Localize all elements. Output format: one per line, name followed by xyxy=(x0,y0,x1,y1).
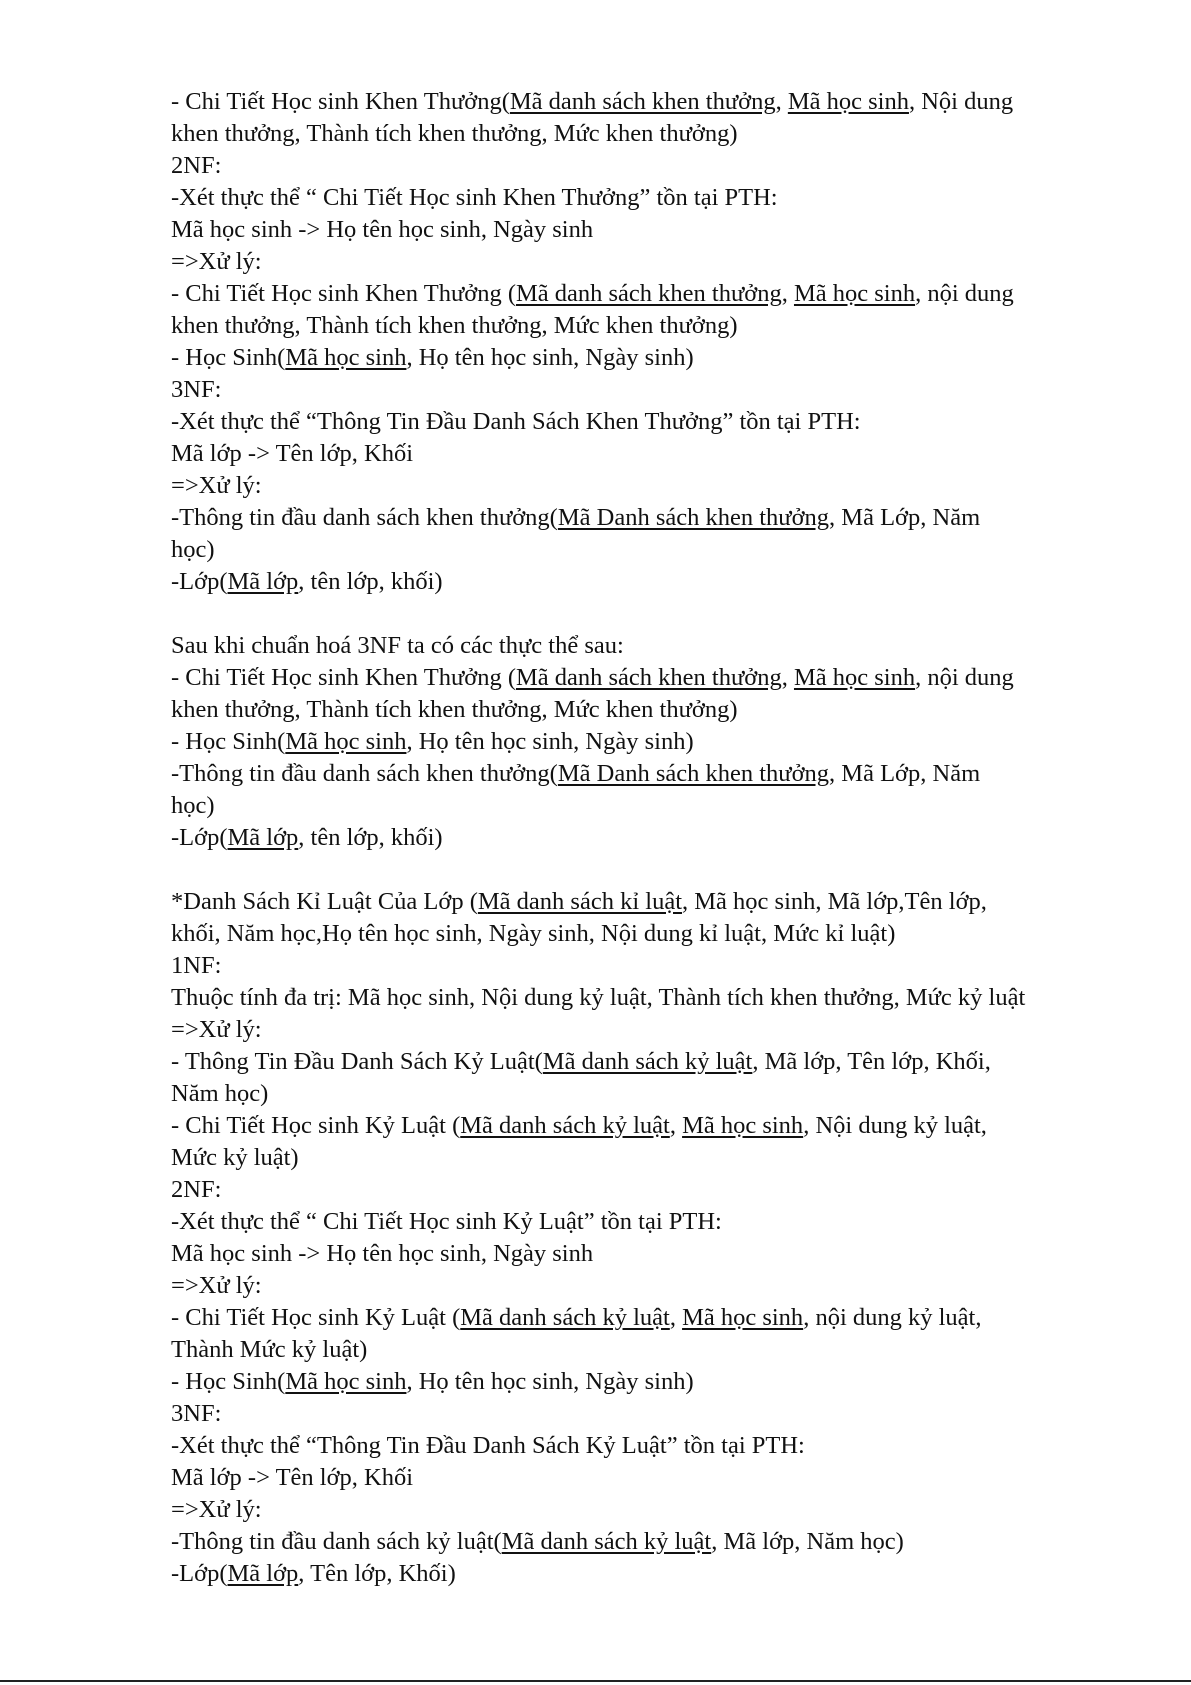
key-attribute: Mã danh sách kỉ luật xyxy=(477,888,683,915)
text-line xyxy=(171,438,1101,470)
text-line xyxy=(171,950,1101,982)
text-line xyxy=(171,694,1101,726)
text-segment: , Mã lớp, Năm học) xyxy=(711,1528,904,1555)
text-line xyxy=(171,1078,1101,1110)
text-segment: Mã lớp -> Tên lớp, Khối xyxy=(171,440,414,467)
text-segment: , Mã Lớp, Năm xyxy=(829,504,981,531)
text-line xyxy=(171,1334,1101,1366)
text-line xyxy=(171,662,1101,694)
text-segment: học) xyxy=(171,792,215,819)
text-line xyxy=(171,246,1101,278)
page-bottom-divider xyxy=(0,1680,1191,1682)
text-segment: , xyxy=(669,1112,683,1139)
key-attribute: Mã học sinh xyxy=(787,88,909,115)
text-line xyxy=(171,1174,1101,1206)
text-segment: - Học Sinh( xyxy=(171,344,286,371)
text-segment: , Họ tên học sinh, Ngày sinh) xyxy=(406,1368,694,1395)
text-segment: Mã học sinh -> Họ tên học sinh, Ngày sinh xyxy=(171,1240,594,1267)
text-segment: -Lớp( xyxy=(171,1560,228,1587)
text-segment: -Xét thực thể “ Chi Tiết Học sinh Khen Thưởng” tồn tại PTH: xyxy=(171,184,778,211)
text-line xyxy=(171,406,1101,438)
text-segment: Thuộc tính đa trị: Mã học sinh, Nội dung kỷ luật, Thành tích khen thưởng, Mức kỷ luật xyxy=(171,984,1026,1011)
text-segment: -Thông tin đầu danh sách khen thưởng( xyxy=(171,504,558,531)
text-segment: khen thưởng, Thành tích khen thưởng, Mức khen thưởng) xyxy=(171,312,738,339)
text-segment: *Danh Sách Kỉ Luật Của Lớp ( xyxy=(171,888,478,915)
text-segment: khen thưởng, Thành tích khen thưởng, Mức khen thưởng) xyxy=(171,696,738,723)
text-line xyxy=(171,982,1101,1014)
key-attribute: Mã danh sách khen thưởng xyxy=(515,664,782,691)
text-segment: , xyxy=(669,1304,683,1331)
text-segment: khen thưởng, Thành tích khen thưởng, Mức khen thưởng) xyxy=(171,120,738,147)
text-segment: , Họ tên học sinh, Ngày sinh) xyxy=(406,344,694,371)
text-line xyxy=(171,1526,1101,1558)
key-attribute: Mã học sinh xyxy=(285,1368,407,1395)
text-line xyxy=(171,278,1101,310)
text-segment: Mã học sinh -> Họ tên học sinh, Ngày sinh xyxy=(171,216,594,243)
text-segment: , xyxy=(775,88,788,115)
text-line xyxy=(171,86,1101,118)
text-segment: - Chi Tiết Học sinh Kỷ Luật ( xyxy=(171,1304,461,1331)
text-segment: , Mã học sinh, Mã lớp,Tên lớp, xyxy=(682,888,987,915)
text-segment: - Chi Tiết Học sinh Khen Thưởng ( xyxy=(171,280,516,307)
text-segment: , Mã lớp, Tên lớp, Khối, xyxy=(752,1048,991,1075)
text-line xyxy=(171,566,1101,598)
text-line xyxy=(171,1110,1101,1142)
text-segment: , nội dung xyxy=(915,280,1014,307)
text-segment: Mức kỷ luật) xyxy=(171,1144,299,1171)
text-line xyxy=(171,1462,1101,1494)
text-line xyxy=(171,1014,1101,1046)
key-attribute: Mã học sinh xyxy=(285,344,407,371)
text-segment: 1NF: xyxy=(171,952,222,979)
text-segment: - Học Sinh( xyxy=(171,1368,286,1395)
text-segment: Năm học) xyxy=(171,1080,269,1107)
text-segment: , Mã Lớp, Năm xyxy=(829,760,981,787)
text-line xyxy=(171,790,1101,822)
text-segment: 3NF: xyxy=(171,1400,222,1427)
key-attribute: Mã danh sách khen thưởng xyxy=(515,280,782,307)
text-segment: - Chi Tiết Học sinh Kỷ Luật ( xyxy=(171,1112,461,1139)
text-line xyxy=(171,502,1101,534)
document-body xyxy=(171,86,1101,1590)
text-line xyxy=(171,310,1101,342)
key-attribute: Mã danh sách khen thưởng xyxy=(509,88,776,115)
text-line xyxy=(171,182,1101,214)
text-segment: -Thông tin đầu danh sách kỷ luật( xyxy=(171,1528,502,1555)
text-segment: , tên lớp, khối) xyxy=(298,824,443,851)
key-attribute: Mã lớp xyxy=(227,1560,299,1587)
key-attribute: Mã lớp xyxy=(227,824,299,851)
text-segment: , Họ tên học sinh, Ngày sinh) xyxy=(406,728,694,755)
text-segment: - Chi Tiết Học sinh Khen Thưởng( xyxy=(171,88,510,115)
text-segment: , xyxy=(781,280,794,307)
text-segment: , xyxy=(781,664,794,691)
key-attribute: Mã học sinh xyxy=(285,728,407,755)
text-segment: -Thông tin đầu danh sách khen thưởng( xyxy=(171,760,558,787)
text-segment: -Xét thực thể “Thông Tin Đầu Danh Sách Khen Thưởng” tồn tại PTH: xyxy=(171,408,861,435)
text-line xyxy=(171,1398,1101,1430)
key-attribute: Mã Danh sách khen thưởng xyxy=(557,760,830,787)
text-segment: - Thông Tin Đầu Danh Sách Kỷ Luật( xyxy=(171,1048,543,1075)
key-attribute: Mã danh sách kỷ luật xyxy=(501,1528,712,1555)
text-segment: , nội dung xyxy=(915,664,1014,691)
text-line xyxy=(171,1430,1101,1462)
text-segment: khối, Năm học,Họ tên học sinh, Ngày sinh, Nội dung kỉ luật, Mức kỉ luật) xyxy=(171,920,896,947)
text-segment: 2NF: xyxy=(171,152,222,179)
text-line xyxy=(171,1238,1101,1270)
text-line xyxy=(171,1142,1101,1174)
text-segment: -Xét thực thể “ Chi Tiết Học sinh Kỷ Luật” tồn tại PTH: xyxy=(171,1208,722,1235)
text-segment: -Lớp( xyxy=(171,824,228,851)
key-attribute: Mã danh sách kỷ luật xyxy=(460,1112,670,1139)
text-line xyxy=(171,150,1101,182)
text-segment: Sau khi chuẩn hoá 3NF ta có các thực thể sau: xyxy=(171,632,624,659)
text-segment: =>Xử lý: xyxy=(171,1272,262,1299)
text-line xyxy=(171,886,1101,918)
text-segment: Thành Mức kỷ luật) xyxy=(171,1336,368,1363)
text-segment: 3NF: xyxy=(171,376,222,403)
text-segment: , tên lớp, khối) xyxy=(298,568,443,595)
text-segment: 2NF: xyxy=(171,1176,222,1203)
text-line xyxy=(171,470,1101,502)
text-line xyxy=(171,726,1101,758)
text-line xyxy=(171,342,1101,374)
text-segment: -Lớp( xyxy=(171,568,228,595)
key-attribute: Mã danh sách kỷ luật xyxy=(542,1048,753,1075)
text-segment: học) xyxy=(171,536,215,563)
text-line xyxy=(171,1046,1101,1078)
text-line xyxy=(171,822,1101,854)
key-attribute: Mã học sinh xyxy=(793,664,916,691)
text-line xyxy=(171,534,1101,566)
key-attribute: Mã học sinh xyxy=(793,280,916,307)
text-segment: -Xét thực thể “Thông Tin Đầu Danh Sách Kỷ Luật” tồn tại PTH: xyxy=(171,1432,805,1459)
text-line xyxy=(171,1302,1101,1334)
text-line xyxy=(171,630,1101,662)
text-segment: , Nội dung kỷ luật, xyxy=(803,1112,987,1139)
text-segment: , Tên lớp, Khối) xyxy=(298,1560,456,1587)
text-segment: - Chi Tiết Học sinh Khen Thưởng ( xyxy=(171,664,516,691)
key-attribute: Mã danh sách kỷ luật xyxy=(460,1304,670,1331)
text-segment: , Nội dung xyxy=(908,88,1014,115)
text-segment: =>Xử lý: xyxy=(171,248,262,275)
blank-line xyxy=(171,854,1101,886)
text-line xyxy=(171,758,1101,790)
text-line xyxy=(171,1206,1101,1238)
text-segment: =>Xử lý: xyxy=(171,1016,262,1043)
text-line xyxy=(171,214,1101,246)
text-segment: =>Xử lý: xyxy=(171,1496,262,1523)
text-line xyxy=(171,1558,1101,1590)
text-line xyxy=(171,1270,1101,1302)
text-line xyxy=(171,118,1101,150)
key-attribute: Mã học sinh xyxy=(682,1112,804,1139)
key-attribute: Mã Danh sách khen thưởng xyxy=(557,504,830,531)
text-segment: =>Xử lý: xyxy=(171,472,262,499)
text-line xyxy=(171,1494,1101,1526)
text-segment: , nội dung kỷ luật, xyxy=(803,1304,982,1331)
text-line xyxy=(171,918,1101,950)
key-attribute: Mã học sinh xyxy=(682,1304,804,1331)
blank-line xyxy=(171,598,1101,630)
text-segment: Mã lớp -> Tên lớp, Khối xyxy=(171,1464,414,1491)
text-segment: - Học Sinh( xyxy=(171,728,286,755)
text-line xyxy=(171,374,1101,406)
key-attribute: Mã lớp xyxy=(227,568,299,595)
text-line xyxy=(171,1366,1101,1398)
